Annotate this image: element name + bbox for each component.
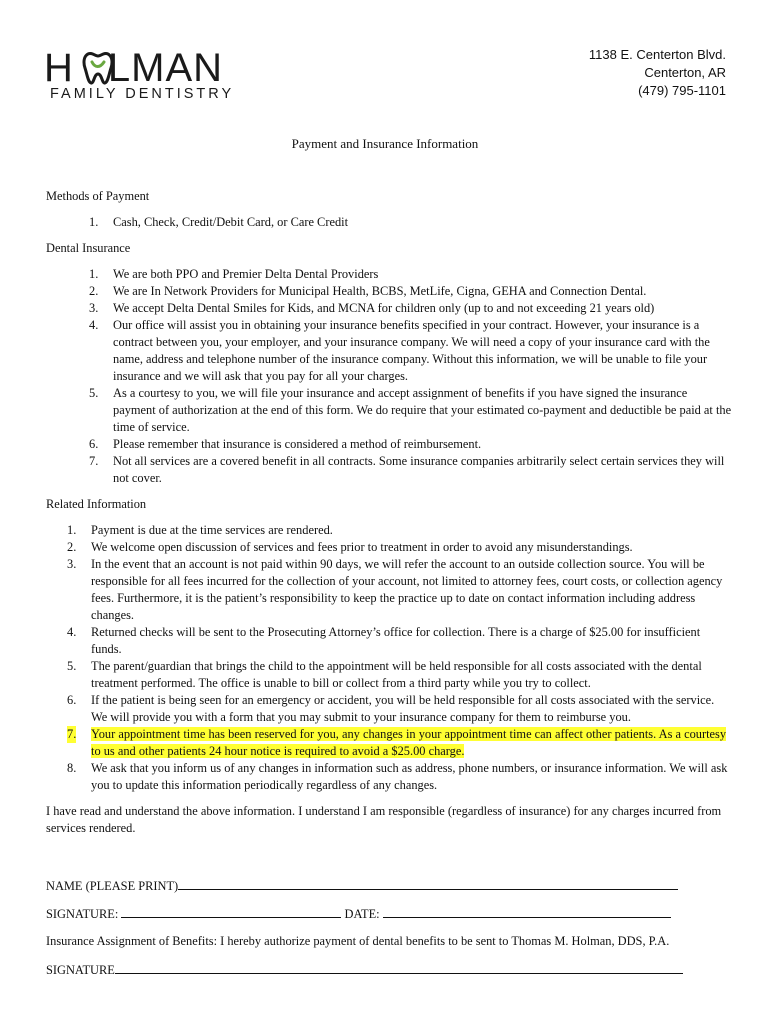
methods-list bbox=[46, 214, 732, 231]
list-item: 5. As a courtesy to you, we will file your insurance and accept assignment of benefits if you have signed the insurance payment of authorization at the end of this form. We do require that your estimated co-payment and deductible be paid at the time of service. bbox=[89, 386, 732, 434]
signature-field[interactable] bbox=[121, 906, 341, 918]
list-item-highlighted: 7. Your appointment time has been reserved for you, any changes in your appointment time can affect other patients. As a courtesy to us and other patients 24 hour notice is required to avoid a $25.00 charge. bbox=[67, 727, 727, 758]
insurance-list bbox=[46, 266, 732, 487]
related-list bbox=[46, 522, 732, 794]
logo-letters-lman: LMAN bbox=[107, 46, 224, 90]
highlighted-notice: Your appointment time has been reserved for you, any changes in your appointment time can affect other patients. As a courtesy to us and other patients 24 hour notice is required to avoid a $25.00 charge. bbox=[91, 727, 727, 758]
address-phone: (479) 795-1101 bbox=[638, 83, 726, 98]
list-item: 3. In the event that an account is not paid within 90 days, we will refer the account to an outside collection source. You will be responsible for all fees incurred for the collection of your account, not limited to attorney fees, court costs, or collection agency fees. Furthermore, it is the patient’s responsibility to keep the practice up to date on contact information including address changes. bbox=[67, 557, 723, 622]
logo-letter-h: H bbox=[44, 46, 74, 90]
tooth-icon bbox=[82, 50, 114, 86]
signature2-label: SIGNATURE bbox=[46, 963, 115, 977]
logo-wordmark bbox=[44, 46, 223, 90]
signature-label: SIGNATURE: bbox=[46, 907, 119, 921]
list-item: 5. The parent/guardian that brings the child to the appointment will be held responsible for all costs associated with the dental treatment performed. The office is unable to bill or collect from a third party while you try to collect. bbox=[67, 659, 702, 690]
signature2-row bbox=[46, 962, 683, 978]
insurance-heading: Dental Insurance bbox=[46, 241, 131, 255]
practice-address bbox=[589, 46, 726, 100]
methods-heading: Methods of Payment bbox=[46, 189, 150, 203]
list-item: 2. We welcome open discussion of services and fees prior to treatment in order to avoid any misunderstandings. bbox=[67, 540, 633, 554]
signature-row bbox=[46, 906, 671, 922]
list-item: 1. Cash, Check, Credit/Debit Card, or Care Credit bbox=[89, 215, 349, 229]
related-heading: Related Information bbox=[46, 497, 147, 511]
date-label: DATE: bbox=[344, 907, 380, 921]
practice-logo bbox=[44, 46, 244, 106]
list-item: 8. We ask that you inform us of any changes in information such as address, phone numbers, or insurance information. We will ask you to update this information periodically regardless of any changes. bbox=[67, 761, 728, 792]
list-item: 4. Our office will assist you in obtaining your insurance benefits specified in your contract. However, your insurance is a contract between you, your employer, and your insurance company. We will need a copy of your insurance card with the name, address and telephone number of the insurance company. Without this information, we will be unable to file your insurance and we will ask that you pay for all your charges. bbox=[89, 318, 710, 383]
address-street: 1138 E. Centerton Blvd. bbox=[588, 47, 726, 62]
assignment-text: Insurance Assignment of Benefits: I hereby authorize payment of dental benefits to be sent to Thomas M. Holman, DDS, P.A. bbox=[46, 934, 670, 948]
date-field[interactable] bbox=[383, 906, 671, 918]
list-item: 7. Not all services are a covered benefit in all contracts. Some insurance companies arbitrarily select certain services they will not cover. bbox=[89, 454, 725, 485]
logo-tagline: FAMILY DENTISTRY bbox=[50, 86, 235, 102]
list-item: 6. Please remember that insurance is considered a method of reimbursement. bbox=[89, 437, 482, 451]
list-item: 6. If the patient is being seen for an emergency or accident, you will be held responsible for all costs associated with the service. We will provide you with a form that you may submit to your insurance company for them to reimburse you. bbox=[67, 693, 715, 724]
list-item: 1. We are both PPO and Premier Delta Dental Providers bbox=[89, 267, 379, 281]
list-item: 1. Payment is due at the time services are rendered. bbox=[67, 523, 333, 537]
name-row bbox=[46, 878, 678, 894]
name-field[interactable] bbox=[178, 878, 678, 890]
list-item: 4. Returned checks will be sent to the Prosecuting Attorney’s office for collection. There is a charge of $25.00 for insufficient funds. bbox=[67, 625, 701, 656]
document-title: Payment and Insurance Information bbox=[291, 136, 479, 151]
acknowledgement-text: I have read and understand the above information. I understand I am responsible (regardless of insurance) for any charges incurred from services rendered. bbox=[46, 804, 722, 835]
name-label: NAME (PLEASE PRINT) bbox=[46, 879, 179, 893]
signature2-field[interactable] bbox=[115, 962, 683, 974]
address-city: Centerton, AR bbox=[644, 65, 726, 80]
list-item: 3. We accept Delta Dental Smiles for Kids, and MCNA for children only (up to and not exceeding 21 years old) bbox=[89, 301, 655, 315]
list-item: 2. We are In Network Providers for Municipal Health, BCBS, MetLife, Cigna, GEHA and Connection Dental. bbox=[89, 284, 647, 298]
document-body bbox=[46, 188, 732, 837]
